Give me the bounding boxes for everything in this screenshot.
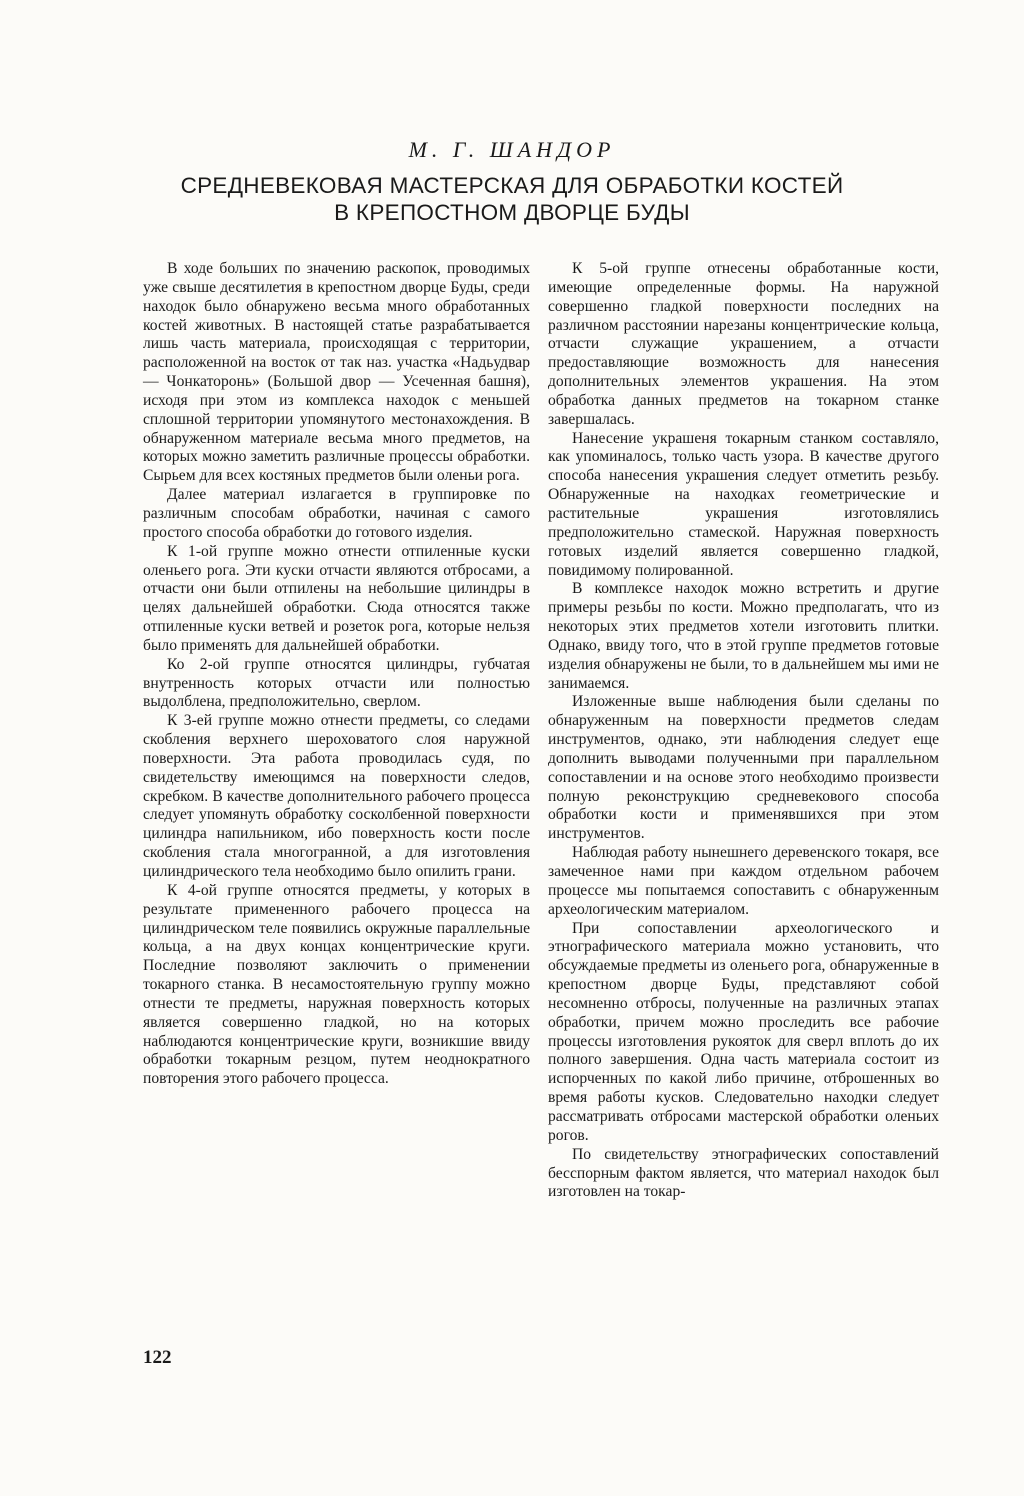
- paragraph: К 4-ой группе относятся предметы, у которых в результате примененного рабочего процесса на цилиндрическом теле появились окружные параллельные кольца, а на двух концах концентрические круги. Последние позволяют заключить о применении токарного станка. В несамостоятельную группу можно отнести те предметы, наружная поверхность которых является совершенно гладкой, но на которых наблюдаются концентрические круги, возникшие ввиду обработки токарным резцом, путем неоднократного повторения этого рабочего процесса.: [143, 881, 530, 1088]
- paragraph: К 5-ой группе отнесены обработанные кости, имеющие определенные формы. На наружной совершенно гладкой поверхности последних на различном расстоянии нарезаны концентрические кольца, отчасти служащие украшением, а отчасти предоставляющие возможность для нанесения дополнительных элементов украшения. На этом обработка данных предметов на токарном станке завершалась.: [548, 260, 939, 428]
- article-title: [120, 172, 904, 226]
- paragraph: Изложенные выше наблюдения были сделаны по обнаруженным на поверхности предметов следам инструментов, однако, эти наблюдения следует еще дополнить выводами полученными при параллельном сопоставлении и на основе этого необходимо произвести полную реконструкцию средневекового способа обработки кости и применявшихся при этом инструментов.: [548, 693, 939, 843]
- paragraph: Ко 2-ой группе относятся цилиндры, губчатая внутренность которых отчасти или полностью выдолблена, предположительно, сверлом.: [143, 655, 530, 711]
- article-author: М. Г. ШАНДОР: [408, 137, 616, 162]
- paragraph: Наблюдая работу нынешнего деревенского токаря, все замеченное нами при каждом отдельном рабочем процессе мы попытаемся сопоставить с обнаруженным археологическим материалом.: [548, 844, 939, 918]
- paragraph: По свидетельству этнографических сопоставлений бесспорным фактом является, что материал находок был изготовлен на токар-: [548, 1145, 939, 1201]
- article-title-line: СРЕДНЕВЕКОВАЯ МАСТЕРСКАЯ ДЛЯ ОБРАБОТКИ КОСТЕЙ: [180, 173, 844, 198]
- article-title-line: В КРЕПОСТНОМ ДВОРЦЕ БУДЫ: [334, 200, 690, 225]
- paragraph: В ходе больших по значению раскопок, проводимых уже свыше десятилетия в крепостном дворце Буды, среди находок было обнаружено весьма много обработанных костей животных. В настоящей статье разрабатывается лишь часть материала, происходящая с территории, расположенной на восток от так наз. участка «Надьудвар — Чонкаторонь» (Большой двор — Усеченная башня), исходя при этом из комплекса находок с меньшей сплошной территории упомянутого местонахождения. В обнаруженном материале весьма много предметов, на которых можно заметить различные процессы обработки. Сырьем для всех костяных предметов были оленьи рога.: [143, 260, 530, 485]
- paragraph: В комплексе находок можно встретить и другие примеры резьбы по кости. Можно предполагать, что из некоторых этих предметов хотели изготовить плитки. Однако, ввиду того, что в этой группе предметов готовые изделия обнаружены не были, то в дальнейшем мы ими не занимаемся.: [548, 580, 939, 692]
- page-number: 122: [143, 1347, 172, 1368]
- paragraph: При сопоставлении археологического и этнографического материала можно установить, что обсуждаемые предметы из оленьего рога, обнаруженные в крепостном дворце Буды, представляют собой несомненно отбросы, полученные на различных этапах обработки, причем можно проследить все рабочие процессы изготовления рукояток для сверл вплоть до их полного завершения. Одна часть материала состоит из испорченных по какой либо причине, отброшенных во время работы кусков. Следовательно находки следует рассматривать отбросами мастерской обработки оленьих рогов.: [548, 919, 939, 1144]
- paragraph: Нанесение украшеня токарным станком составляло, как упоминалось, только часть узора. В качестве другого способа нанесения украшения следует отметить резьбу. Обнаруженные на находках геометрические и растительные украшения изготовлялись предположительно стамеской. Наружная поверхность готовых изделий является совершенно гладкой, повидимому полированной.: [548, 429, 939, 579]
- left-text-column: [143, 260, 530, 1089]
- right-text-column: [548, 260, 939, 1202]
- paragraph: К 3-ей группе можно отнести предметы, со следами скобления верхнего шероховатого слоя наружной поверхности. Эта работа проводилась судя, по свидетельству имеющимся на поверхности следов, скребком. В качестве дополнительного рабочего процесса следует упомянуть обработку сосколбенной поверхности цилиндра напильником, ибо поверхность кости после скобления стала многогранной, а для изготовления цилиндрического тела необходимо было опилить грани.: [143, 712, 530, 880]
- paragraph: Далее материал излагается в группировке по различным способам обработки, начиная с самого простого способа обработки до готового изделия.: [143, 486, 530, 541]
- paragraph: К 1-ой группе можно отнести отпиленные куски оленьего рога. Эти куски отчасти являются отбросами, а отчасти они были отпилены на небольшие цилиндры в целях дальнейшей обработки. Сюда относятся также отпиленные куски ветвей и розеток рога, которые нельзя было применять для дальнейшей обработки.: [143, 542, 530, 654]
